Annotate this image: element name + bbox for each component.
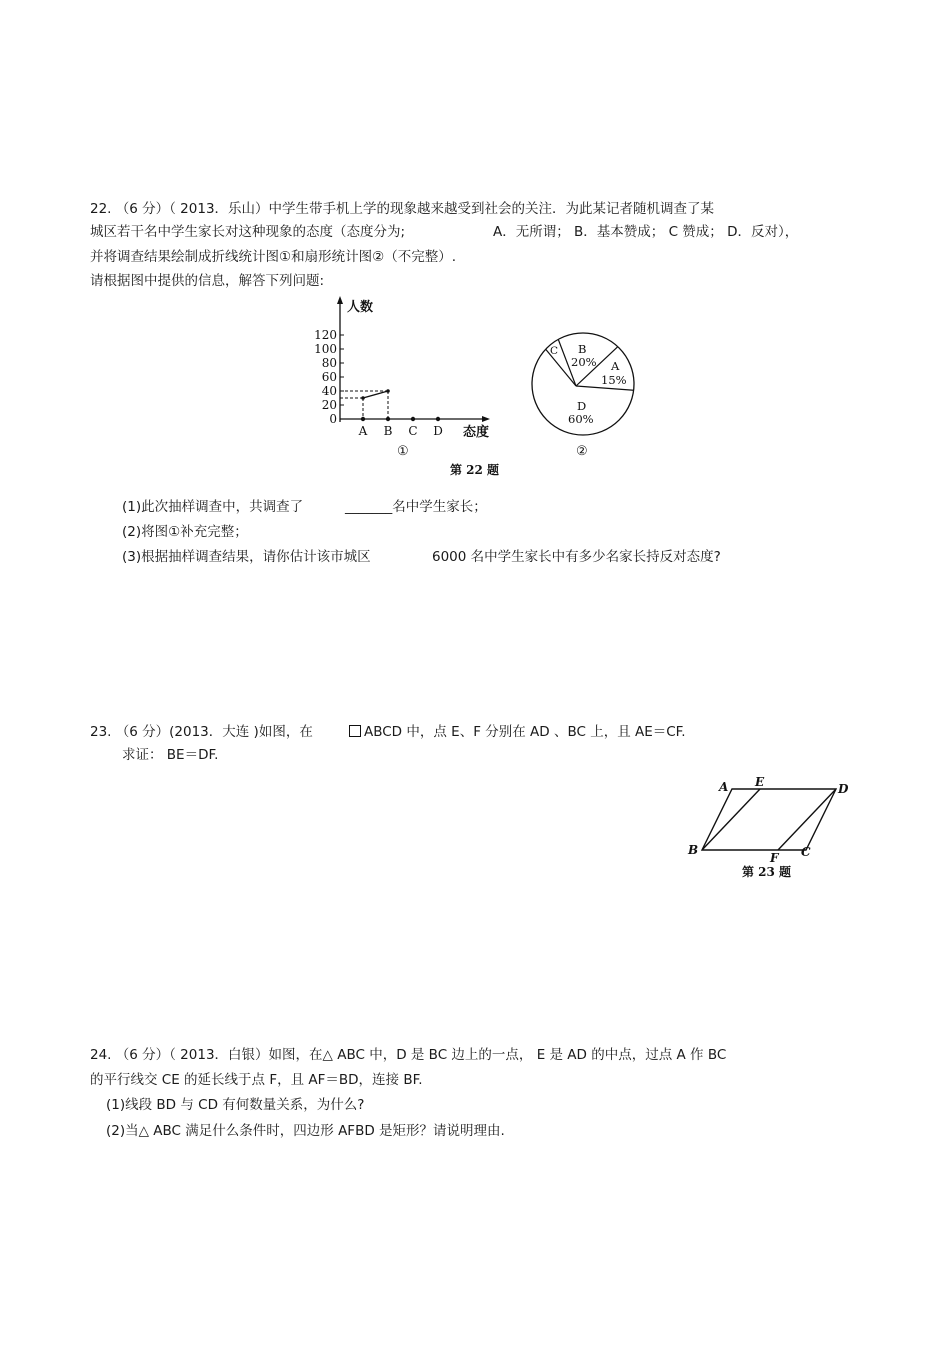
pie-label-d-name: D <box>577 399 587 413</box>
x-tick-label: D <box>433 424 443 438</box>
y-tick-label: 80 <box>321 356 337 370</box>
point-c-label: C <box>801 845 811 859</box>
x-tick-label: C <box>408 424 418 438</box>
segment-be <box>702 789 760 850</box>
q23-line1a: 23. （6 分）(2013．大连 )如图，在 <box>90 724 313 740</box>
q22-line3: 并将调查结果绘制成折线统计图①和扇形统计图②（不完整）. <box>90 249 456 265</box>
y-tick-label: 100 <box>314 342 337 356</box>
line-chart <box>314 296 490 459</box>
y-axis-label: 人数 <box>347 300 374 315</box>
q24-line2: 的平行线交 CE 的延长线于点 F，且 AF＝BD，连接 BF. <box>90 1072 423 1088</box>
chart-2-label: ② <box>576 444 588 459</box>
point-a-label: A <box>719 780 729 794</box>
figure-22-caption: 第 22 题 <box>450 463 500 477</box>
pie-label-a-name: A <box>611 359 620 373</box>
y-tick-label: 60 <box>321 370 337 384</box>
point-f-label: F <box>770 851 779 865</box>
q22-line1: 22. （6 分）（ 2013．乐山）中学生带手机上学的现象越来越受到社会的关注．为此某记者随机调查了某 <box>90 201 715 217</box>
pie-label-b-name: B <box>578 342 587 356</box>
data-point <box>386 389 390 393</box>
parallelogram-symbol <box>349 725 361 737</box>
figure-23-caption: 第 23 题 <box>742 865 792 879</box>
x-tick-label: A <box>358 424 368 438</box>
q24-sub1: (1)线段 BD 与 CD 有何数量关系，为什么? <box>106 1097 365 1113</box>
q22-sub1a: (1)此次抽样调查中，共调查了 <box>122 499 304 515</box>
pie-label-c: C <box>550 345 559 357</box>
x-axis-label: 态度 <box>463 425 490 440</box>
q22-sub1b-answer-blank[interactable]: _______名中学生家长； <box>345 499 487 515</box>
point-b-label: B <box>688 843 699 857</box>
pie-chart <box>532 333 634 459</box>
x-category-dot <box>361 417 365 421</box>
y-tick-label: 0 <box>329 412 337 426</box>
q24-sub2: (2)当△ ABC 满足什么条件时，四边形 AFBD 是矩形？请说明理由. <box>106 1123 505 1139</box>
y-axis-arrow <box>337 296 343 304</box>
x-category-dot <box>386 417 390 421</box>
q23-line1b: ABCD 中，点 E、F 分别在 AD 、BC 上，且 AE＝CF. <box>364 724 686 740</box>
q22-line4: 请根据图中提供的信息，解答下列问题: <box>90 273 325 289</box>
data-point <box>361 396 365 400</box>
q24-line1: 24. （6 分）（ 2013．白银）如图，在△ ABC 中，D 是 BC 边上的一点， E 是 AD 的中点，过点 A 作 BC <box>90 1047 727 1063</box>
series-line <box>363 391 388 398</box>
pie-label-d-pct: 60% <box>568 412 594 426</box>
x-category-dot <box>436 417 440 421</box>
segment-df <box>778 789 836 850</box>
q22-line2a: 城区若干名中学生家长对这种现象的态度（态度分为; <box>90 224 406 240</box>
q22-sub3a: (3)根据抽样调查结果，请你估计该市城区 <box>122 549 371 565</box>
pie-label-b-pct: 20% <box>571 355 597 369</box>
y-tick-label: 20 <box>321 398 337 412</box>
q22-sub3b: 6000 名中学生家长中有多少名家长持反对态度? <box>432 549 721 565</box>
q22-line2b: A．无所谓； B．基本赞成； C 赞成； D．反对）， <box>493 224 799 240</box>
point-d-label: D <box>838 782 849 796</box>
y-tick-label: 120 <box>314 328 337 342</box>
point-e-label: E <box>755 775 765 789</box>
parallelogram-abcd <box>702 789 836 850</box>
y-tick-label: 40 <box>321 384 337 398</box>
pie-label-a-pct: 15% <box>601 373 627 387</box>
q22-sub2: (2)将图①补充完整； <box>122 524 248 540</box>
x-tick-label: B <box>383 424 393 438</box>
x-axis-arrow <box>482 416 490 422</box>
figure-23 <box>680 772 860 884</box>
x-category-dot <box>411 417 415 421</box>
chart-1-label: ① <box>397 444 409 459</box>
figure-22 <box>300 292 670 484</box>
q23-line2: 求证： BE＝DF. <box>122 747 219 763</box>
